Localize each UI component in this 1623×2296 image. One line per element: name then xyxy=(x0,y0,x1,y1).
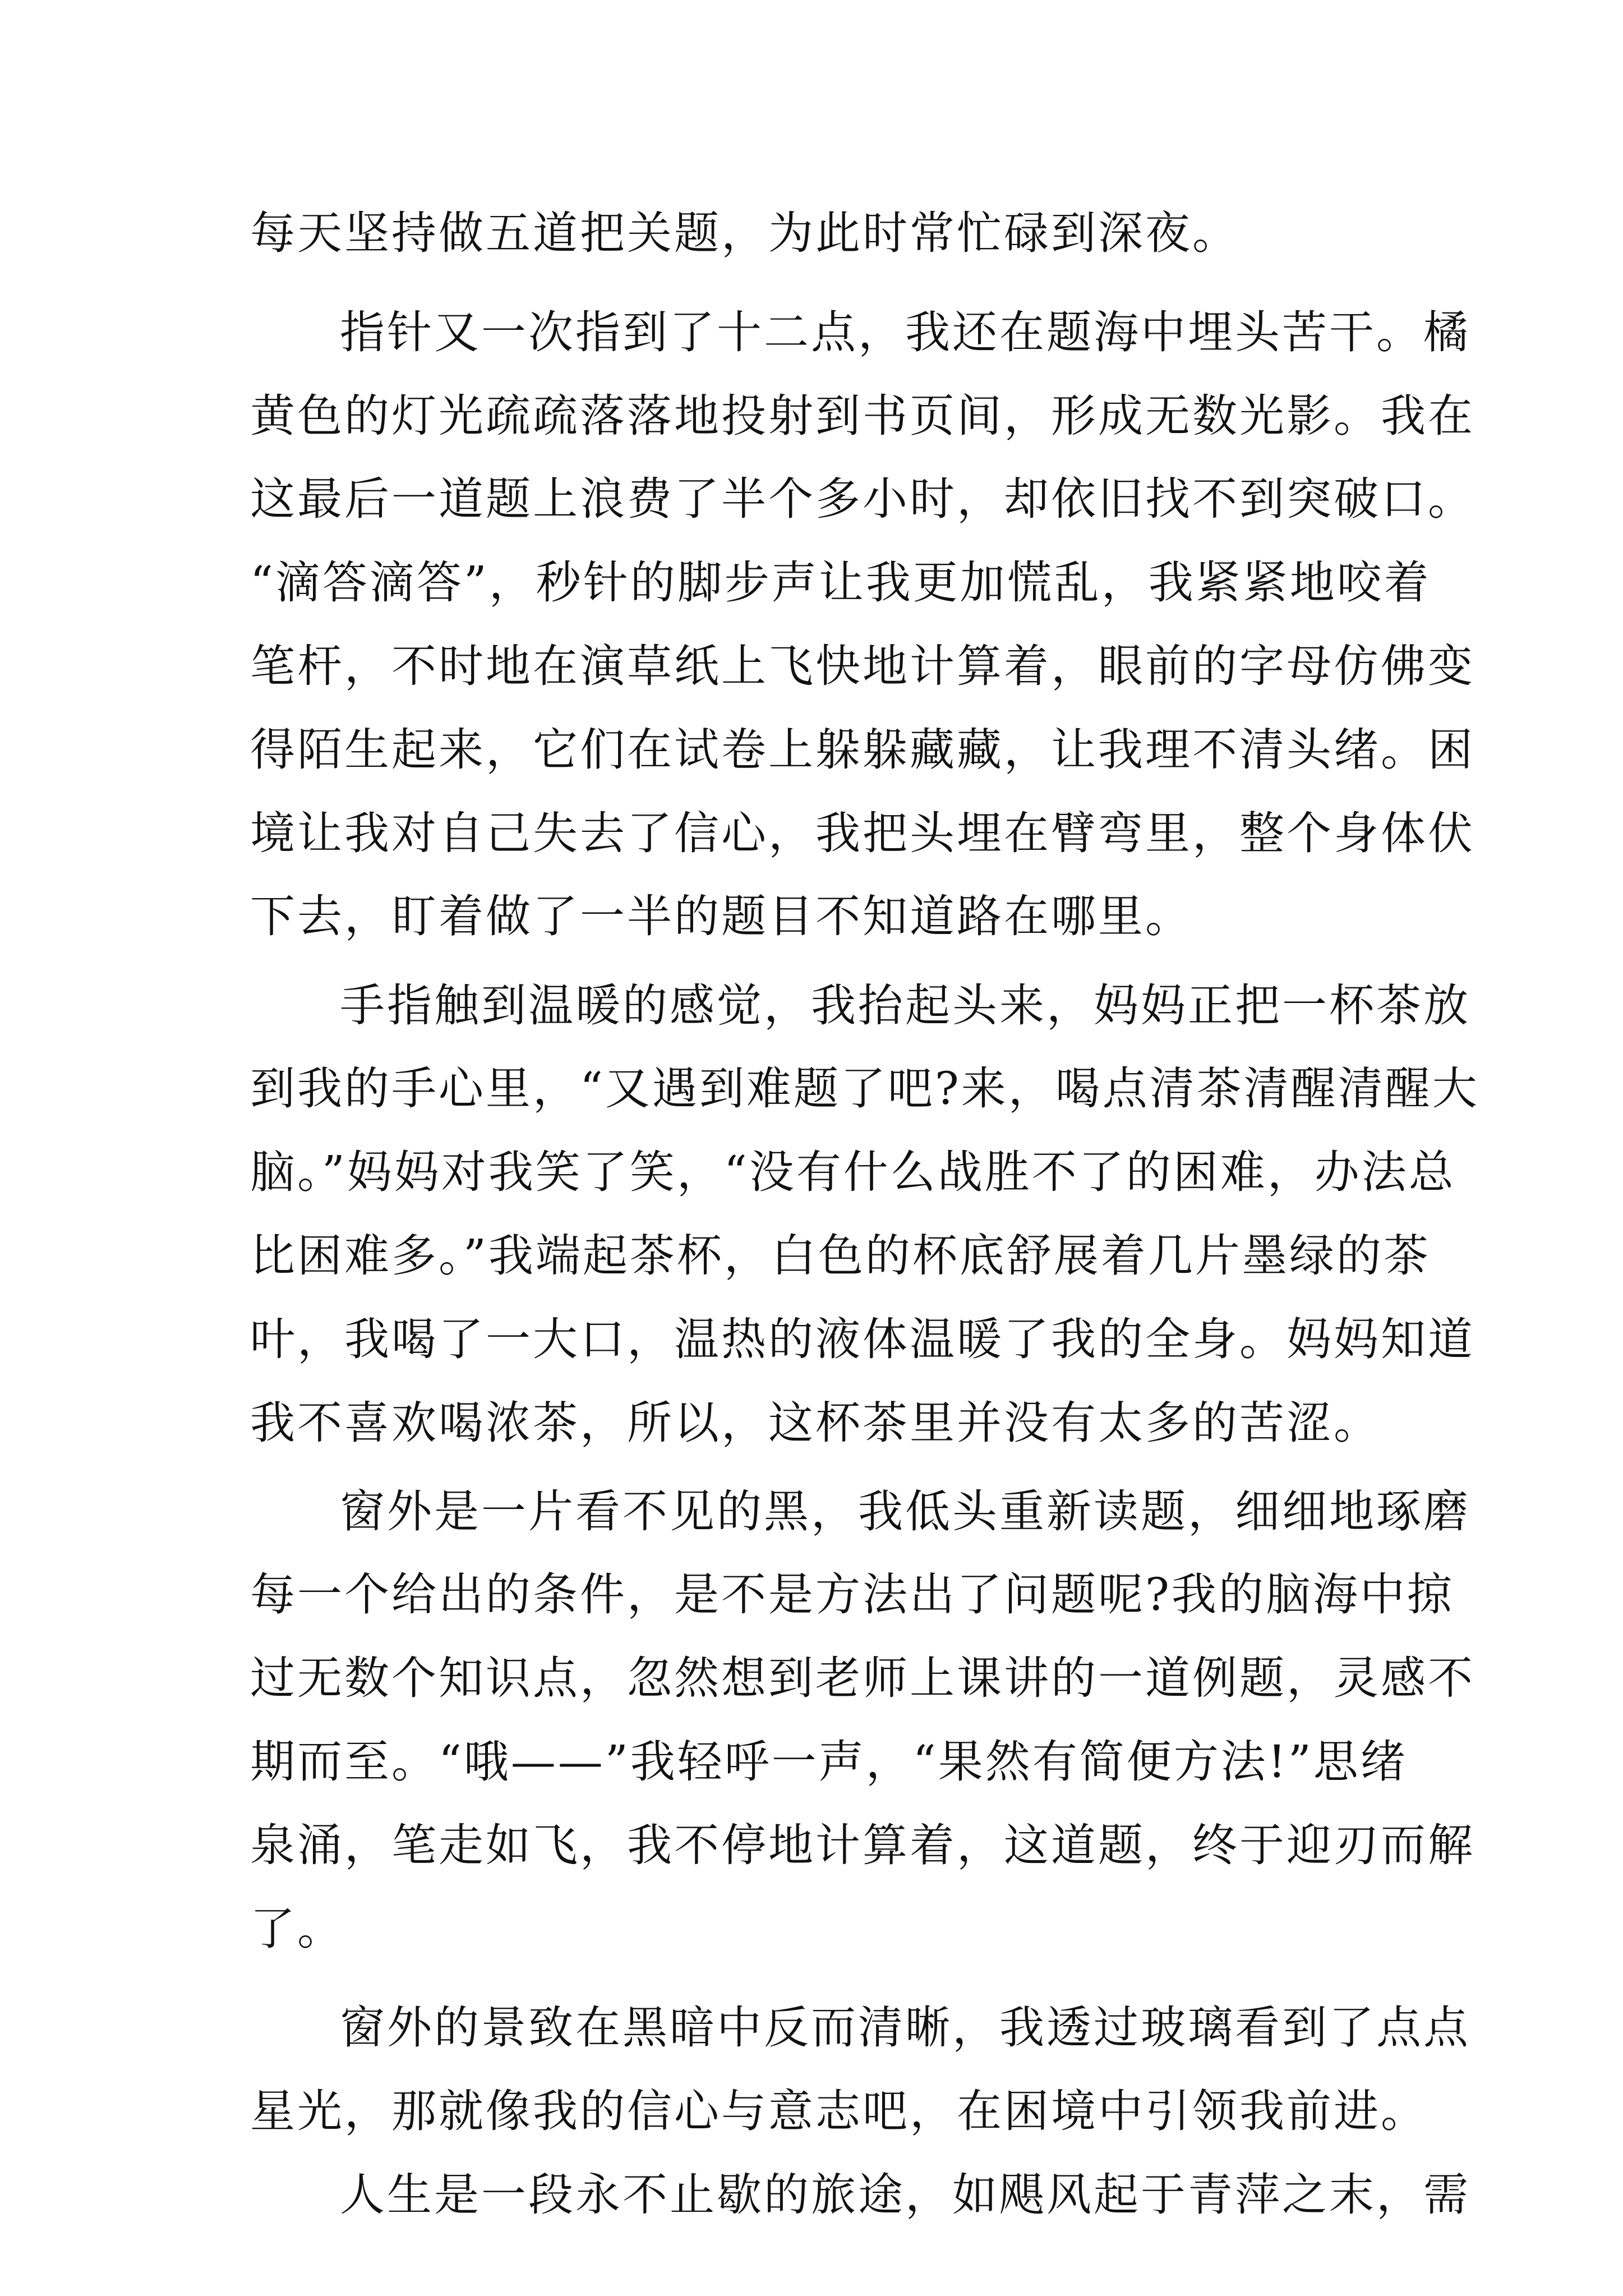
text-line-11: 到我的手心里，“又遇到难题了吧?来，喝点清茶清醒清醒大 xyxy=(250,1062,1479,1115)
text-line-12: 脑。”妈妈对我笑了笑，“没有什么战胜不了的困难，办法总 xyxy=(250,1146,1456,1199)
text-line-14: 叶，我喝了一大口，温热的液体温暖了我的全身。妈妈知道 xyxy=(250,1313,1475,1365)
text-line-5: “滴答滴答”，秒针的脚步声让我更加慌乱，我紧紧地咬着 xyxy=(250,556,1431,609)
text-line-20: 泉涌，笔走如飞，我不停地计算着，这道题，终于迎刃而解 xyxy=(250,1819,1475,1871)
text-line-23: 星光，那就像我的信心与意志吧，在困境中引领我前进。 xyxy=(250,2085,1428,2138)
text-line-24: 人生是一段永不止歇的旅途，如飓风起于青萍之末，需 xyxy=(340,2169,1470,2221)
text-line-4: 这最后一道题上浪费了半个多小时，却依旧找不到突破口。 xyxy=(250,473,1475,526)
text-line-22: 窗外的景致在黑暗中反而清晰，我透过玻璃看到了点点 xyxy=(340,2001,1470,2054)
text-line-8: 境让我对自己失去了信心，我把头埋在臂弯里，整个身体伏 xyxy=(250,807,1475,859)
text-line-17: 每一个给出的条件，是不是方法出了问题呢?我的脑海中掠 xyxy=(250,1568,1454,1621)
text-line-19: 期而至。“哦——”我轻呼一声，“果然有简便方法!”思绪 xyxy=(250,1736,1408,1788)
text-line-1: 每天坚持做五道把关题，为此时常忙碌到深夜。 xyxy=(250,207,1239,259)
text-line-21: 了。 xyxy=(250,1902,344,1955)
text-line-16: 窗外是一片看不见的黑，我低头重新读题，细细地琢磨 xyxy=(340,1485,1470,1538)
text-line-2: 指针又一次指到了十二点，我还在题海中埋头苦干。橘 xyxy=(340,306,1470,358)
text-line-7: 得陌生起来，它们在试卷上躲躲藏藏，让我理不清头绪。困 xyxy=(250,723,1475,776)
text-line-3: 黄色的灯光疏疏落落地投射到书页间，形成无数光影。我在 xyxy=(250,389,1475,442)
text-line-6: 笔杆，不时地在演草纸上飞快地计算着，眼前的字母仿佛变 xyxy=(250,639,1475,692)
text-line-15: 我不喜欢喝浓茶，所以，这杯茶里并没有太多的苦涩。 xyxy=(250,1396,1381,1449)
text-line-9: 下去，盯着做了一半的题目不知道路在哪里。 xyxy=(250,890,1192,943)
text-line-10: 手指触到温暖的感觉，我抬起头来，妈妈正把一杯茶放 xyxy=(340,979,1470,1032)
text-line-18: 过无数个知识点，忽然想到老师上课讲的一道例题，灵感不 xyxy=(250,1652,1475,1705)
text-line-13: 比困难多。”我端起茶杯，白色的杯底舒展着几片墨绿的茶 xyxy=(250,1229,1431,1282)
